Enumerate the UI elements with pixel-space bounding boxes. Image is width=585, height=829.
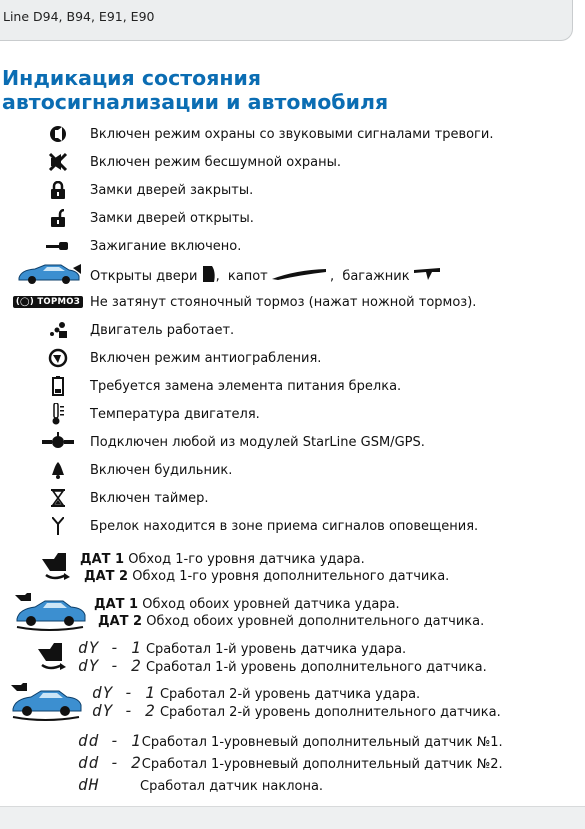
code-label: dd - 1 [78, 731, 142, 750]
trunk-icon [414, 268, 440, 285]
legend-row [0, 262, 585, 286]
shock-sensor-icon [38, 552, 74, 582]
legend-row [0, 486, 585, 510]
legend-row [0, 346, 585, 370]
parking-brake-icon [12, 290, 84, 314]
hood-label: капот [227, 269, 268, 284]
anti-hijack-icon [46, 346, 70, 370]
code-row [0, 730, 585, 754]
legend-row [0, 458, 585, 482]
alarm-clock-icon [46, 458, 70, 482]
car-open-icon [16, 262, 82, 286]
title-line-1: Индикация состояния [2, 66, 262, 90]
doors-label: Открыты двери [90, 269, 198, 284]
row-text: Требуется замена элемента питания брелка. [90, 379, 402, 394]
code-text: Сработал 1-уровневый дополнительный датчик №2. [141, 757, 503, 772]
speaker-icon [46, 122, 70, 146]
legend-row [0, 402, 585, 426]
battery-icon [48, 374, 68, 398]
code-text: Сработал 1-уровневый дополнительный датчик №1. [141, 735, 503, 750]
bypass-line-1: ДАТ 1 Обход 1-го уровня датчика удара. [80, 552, 365, 567]
bypass-line-1: ДАТ 1 Обход обоих уровней датчика удара. [94, 597, 400, 612]
brake-badge: (◯) ТОРМОЗ [13, 296, 83, 308]
row-text: Замки дверей открыты. [90, 211, 254, 226]
legend-row [0, 290, 585, 314]
car-shock-icon [12, 592, 88, 632]
legend-row [0, 374, 585, 398]
ignition-key-icon [44, 234, 72, 258]
lock-closed-icon [47, 178, 69, 202]
legend-row [0, 234, 585, 258]
title-line-2: автосигнализации и автомобиля [2, 90, 389, 114]
triggered-line-2: dY - 2 Сработал 1-й уровень дополнительного датчика. [78, 656, 487, 675]
row-text: Не затянут стояночный тормоз (нажат ножной тормоз). [90, 295, 477, 310]
sensor-bypass-2 [0, 592, 585, 632]
row-text: Температура двигателя. [90, 407, 260, 422]
code-label: dH [78, 775, 100, 794]
engine-running-icon [46, 318, 70, 342]
row-text: Замки дверей закрыты. [90, 183, 254, 198]
legend-row [0, 122, 585, 146]
code-row [0, 774, 585, 798]
hourglass-icon [46, 486, 70, 510]
row-text: Двигатель работает. [90, 323, 235, 338]
legend-row [0, 150, 585, 174]
row-text: Включен режим охраны со звуковыми сигналами тревоги. [90, 127, 494, 142]
lock-open-icon [47, 206, 69, 230]
model-line: Line D94, B94, E91, E90 [3, 9, 155, 24]
legend-row [0, 430, 585, 454]
trunk-label: багажник [342, 269, 410, 284]
bypass-line-2: ДАТ 2 Обход 1-го уровня дополнительного датчика. [84, 569, 450, 584]
legend-row [0, 206, 585, 230]
antenna-icon [46, 514, 70, 538]
triggered-2 [0, 680, 585, 724]
triggered-line-1: dY - 1 Сработал 2-й уровень датчика удара. [92, 683, 421, 702]
hood-icon [272, 268, 326, 285]
row-text: Открыты двери , капот , багажник [90, 266, 440, 287]
door-icon [202, 266, 216, 287]
code-row [0, 752, 585, 776]
row-text: Зажигание включено. [90, 239, 242, 254]
header-band [0, 0, 573, 41]
triggered-1 [0, 638, 585, 676]
satellite-icon [40, 430, 76, 454]
row-text: Включен режим антиограбления. [90, 351, 322, 366]
triggered-line-2: dY - 2 Сработал 2-й уровень дополнительного датчика. [92, 701, 501, 720]
footer-band [0, 806, 585, 829]
row-text: Включен таймер. [90, 491, 209, 506]
row-text: Включен режим бесшумной охраны. [90, 155, 342, 170]
thermometer-icon [48, 402, 68, 426]
row-text: Включен будильник. [90, 463, 233, 478]
muted-speaker-icon [46, 150, 70, 174]
code-label: dd - 2 [78, 753, 142, 772]
legend-row [0, 514, 585, 538]
code-text: Сработал датчик наклона. [140, 779, 324, 794]
page-title [2, 66, 388, 114]
legend-row [0, 178, 585, 202]
row-text: Подключен любой из модулей StarLine GSM/GPS. [90, 435, 425, 450]
shock-sensor-icon [34, 642, 70, 672]
car-shock-icon [8, 682, 84, 722]
triggered-line-1: dY - 1 Сработал 1-й уровень датчика удара. [78, 638, 407, 657]
bypass-line-2: ДАТ 2 Обход обоих уровней дополнительного датчика. [98, 614, 485, 629]
legend-row [0, 318, 585, 342]
row-text: Брелок находится в зоне приема сигналов оповещения. [90, 519, 479, 534]
sensor-bypass-1 [0, 548, 585, 586]
